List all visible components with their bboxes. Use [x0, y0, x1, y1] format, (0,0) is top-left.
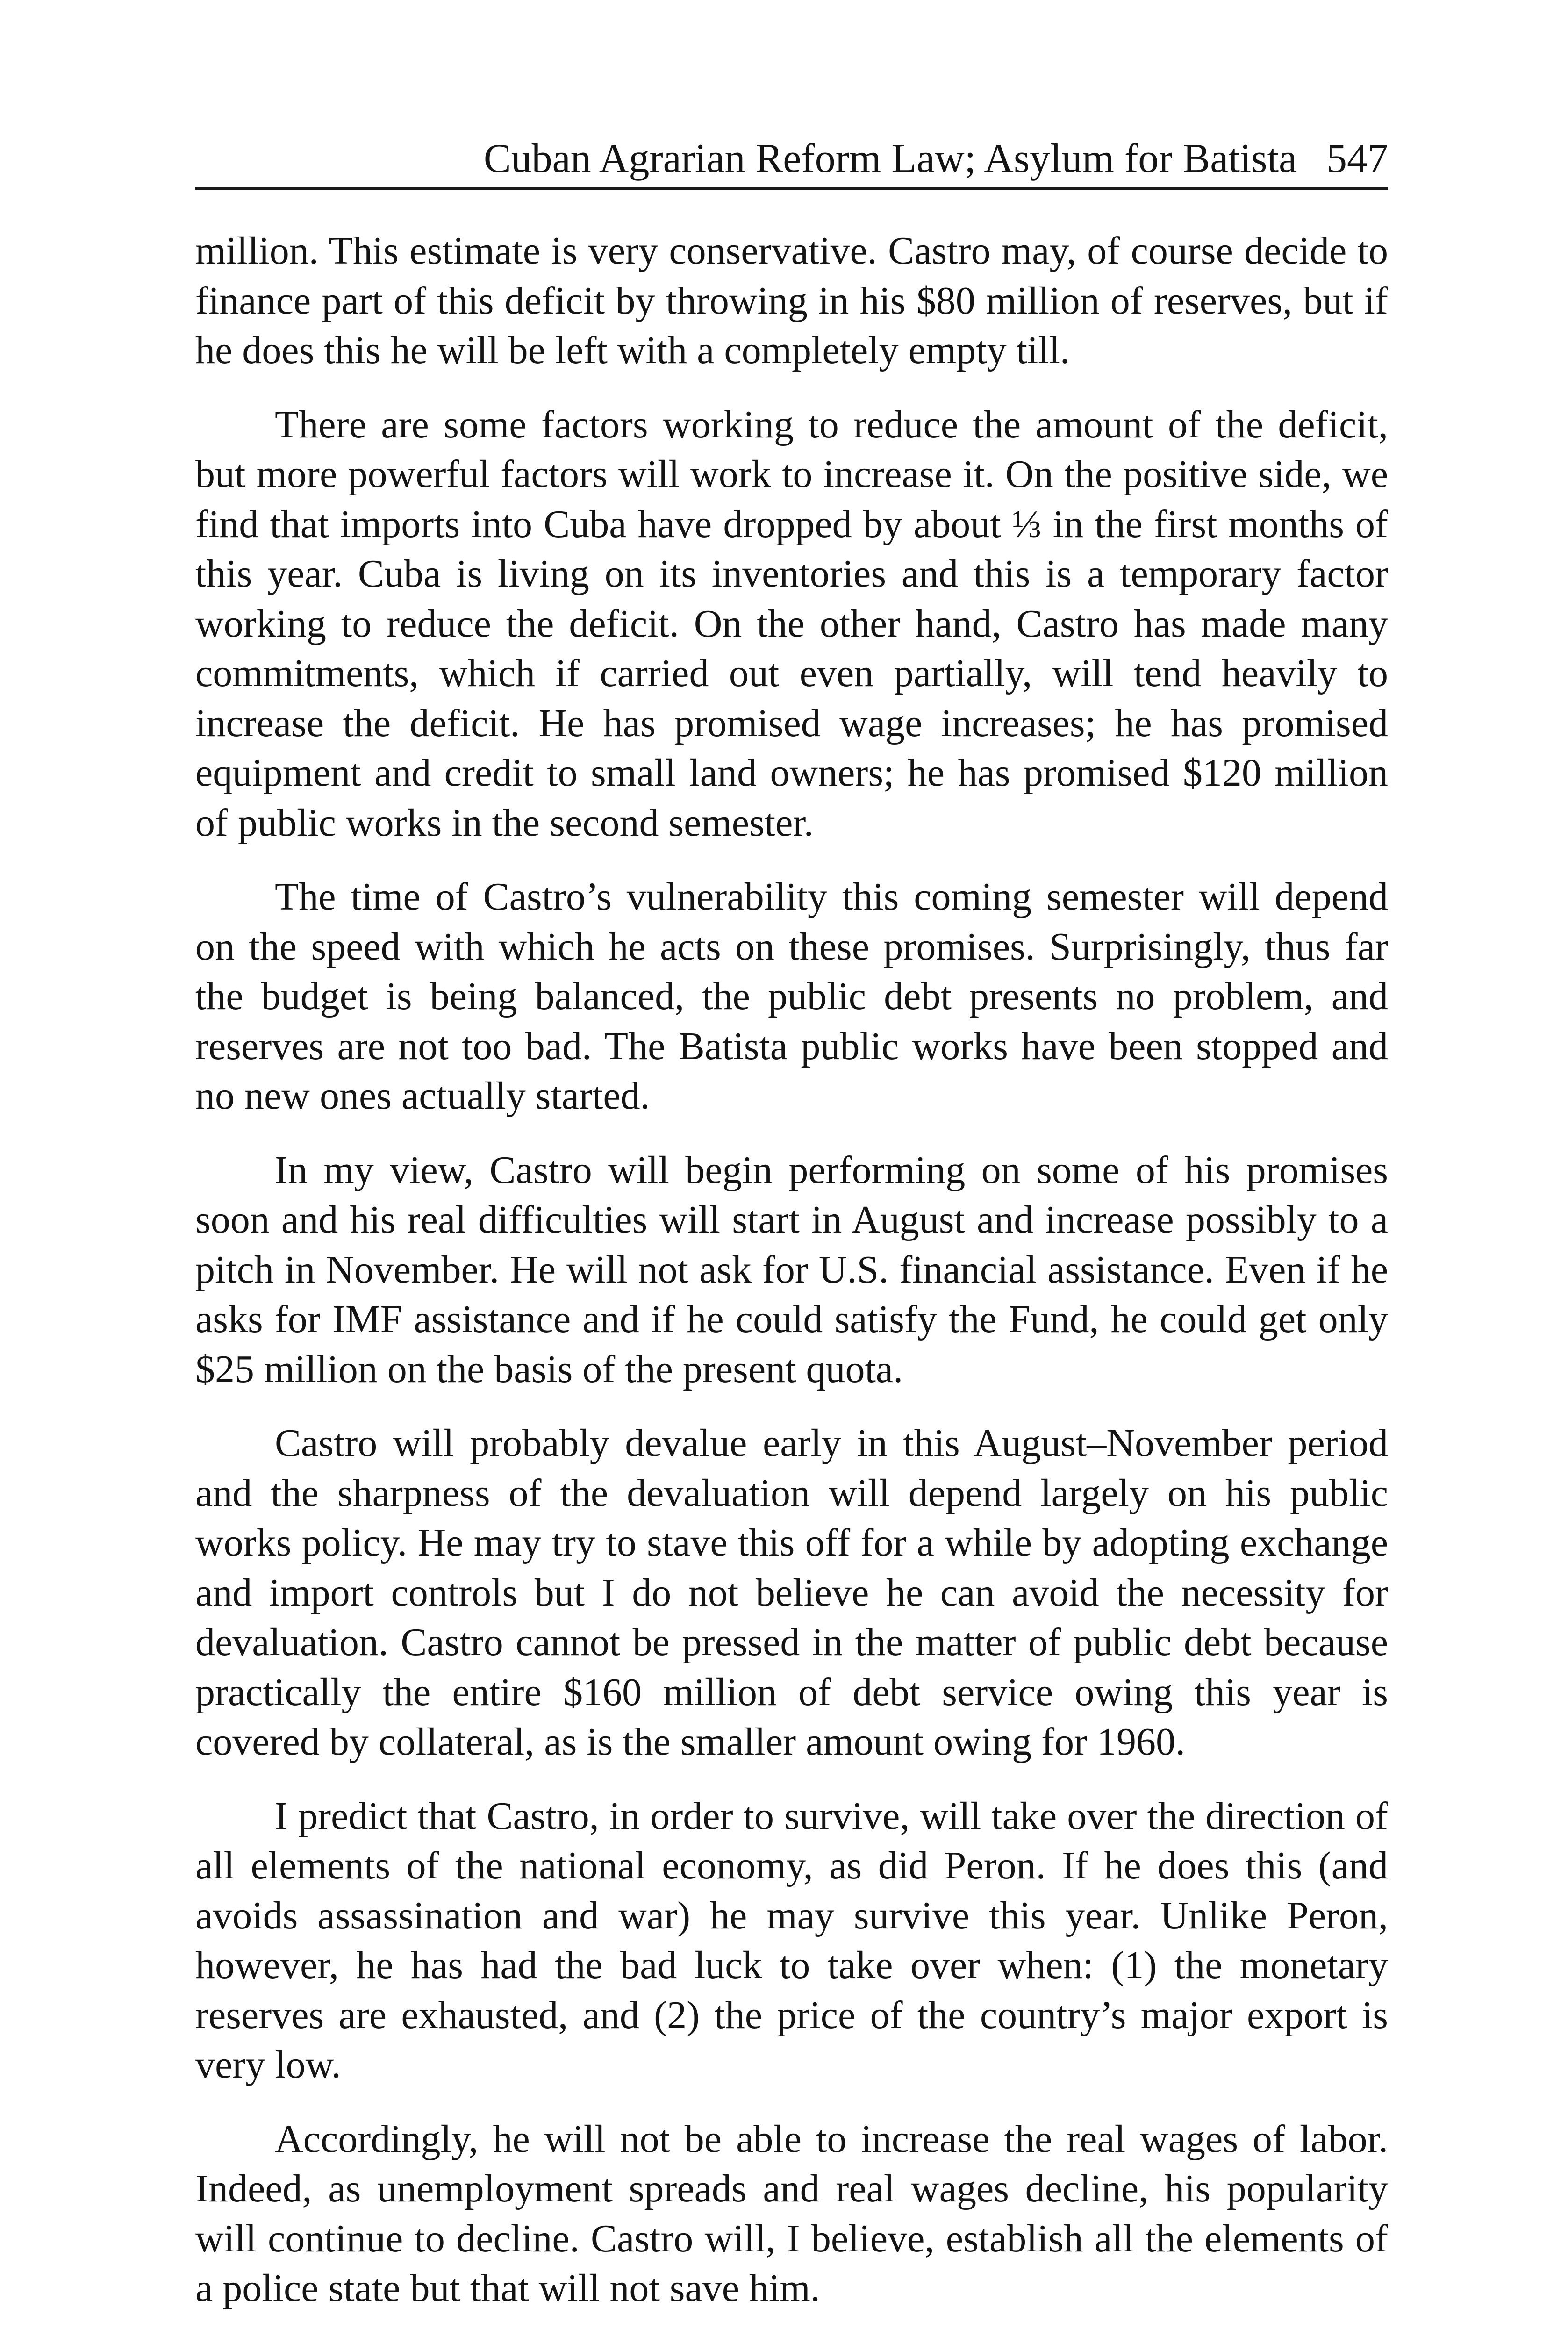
- paragraph: Castro will probably devalue early in this August–November period and the sharpness of the devaluation will depend largely on his public works policy. He may try to stave this off for a while by adopting exchange and import controls but I do not believe he can avoid the necessity for devaluation. Castro cannot be pressed in the matter of public debt because practically the entire $160 million of debt service owing this year is covered by collateral, as is the smaller amount owing for 1960.: [195, 1421, 1388, 1764]
- paragraph: There are some factors working to reduce the amount of the deficit, but more powerful factors will work to increase it. On the positive side, we find that imports into Cuba have dropped by about ⅓ in the first months of this year. Cuba is living on its inventories and this is a temporary factor working to reduce the deficit. On the other hand, Castro has made many commitments, which if carried out even partially, will tend heavily to increase the deficit. He has promised wage increases; he has promised equipment and credit to small land owners; he has promised $120 million of public works in the second semester.: [195, 402, 1388, 845]
- body-text: [195, 226, 1388, 2337]
- paragraph-continued: million. This estimate is very conservative. Castro may, of course decide to finance part of this deficit by throwing in his $80 million of reserves, but if he does this he will be left with a completely empty till.: [195, 229, 1388, 372]
- running-header: [195, 127, 1388, 190]
- paragraph: The time of Castro’s vulnerability this coming semester will depend on the speed with which he acts on these promises. Surprisingly, thus far the budget is being balanced, the public debt presents no problem, and reserves are not too bad. The Batista public works have been stopped and no new ones actually started.: [195, 875, 1388, 1118]
- paragraph: Accordingly, he will not be able to increase the real wages of labor. Indeed, as unemployment spreads and real wages decline, his popularity will continue to decline. Castro will, I believe, establish all the elements of a police state but that will not save him.: [195, 2117, 1388, 2310]
- paragraph: I predict that Castro, in order to survive, will take over the direction of all elements of the national economy, as did Peron. If he does this (and avoids assassination and war) he may survive this year. Unlike Peron, however, he has had the bad luck to take over when: (1) the monetary reserves are exhausted, and (2) the price of the country’s major export is very low.: [195, 1794, 1388, 2086]
- running-head-title: Cuban Agrarian Reform Law; Asylum for Batista: [483, 136, 1297, 181]
- page-number: 547: [1326, 136, 1388, 181]
- book-page: [195, 0, 1388, 2337]
- paragraph: In my view, Castro will begin performing on some of his promises soon and his real difficulties will start in August and increase possibly to a pitch in November. He will not ask for U.S. financial assistance. Even if he asks for IMF assistance and if he could satisfy the Fund, he could get only $25 million on the basis of the present quota.: [195, 1148, 1388, 1391]
